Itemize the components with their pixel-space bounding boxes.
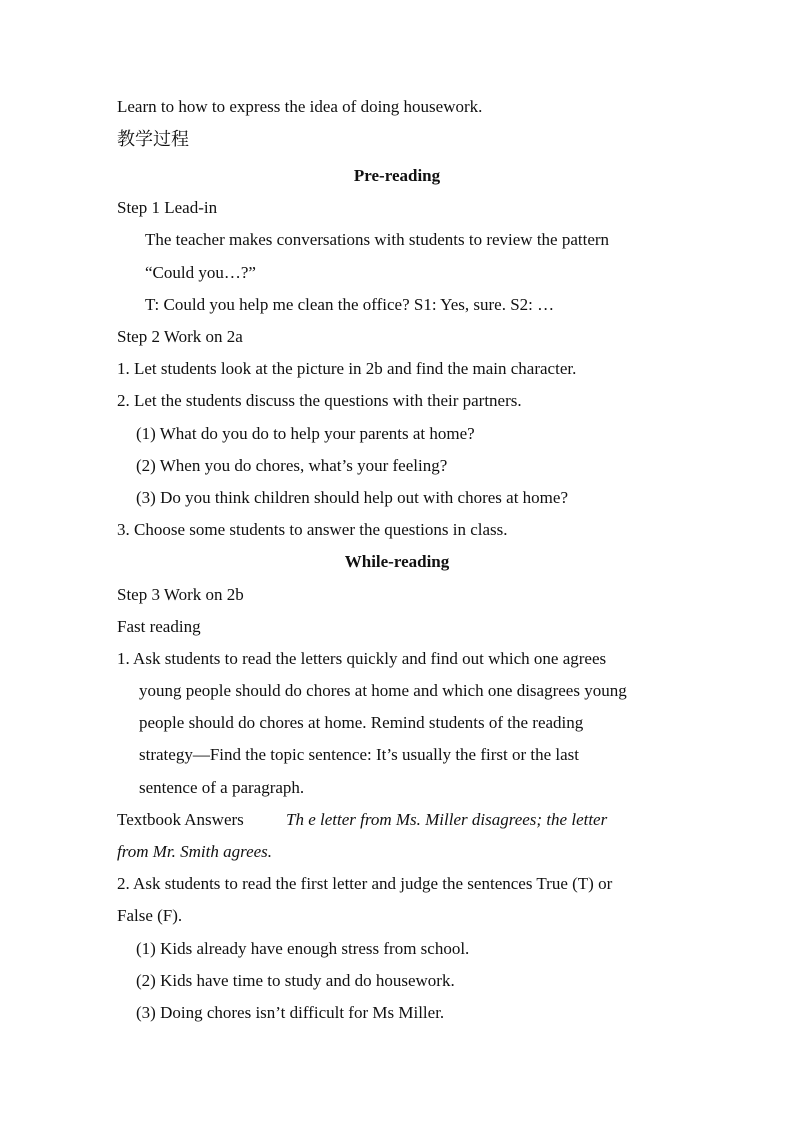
step2-item: 3. Choose some students to answer the questions in class. bbox=[117, 520, 508, 539]
pre-reading-heading: Pre-reading bbox=[353, 166, 441, 185]
textbook-answers-text: Th e letter from Ms. Miller disagrees; the letter bbox=[286, 810, 608, 829]
judge-sentence: (3) Doing chores isn’t difficult for Ms Miller. bbox=[136, 1003, 445, 1022]
step3-item-continuation: young people should do chores at home and which one disagrees young bbox=[139, 681, 627, 700]
discussion-question: (3) Do you think children should help out with chores at home? bbox=[136, 488, 568, 507]
step3-item-continuation: strategy—Find the topic sentence: It’s usually the first or the last bbox=[139, 745, 580, 764]
process-heading: 教学过程 bbox=[117, 129, 189, 150]
discussion-question: (1) What do you do to help your parents at home? bbox=[136, 424, 475, 443]
discussion-question: (2) When you do chores, what’s your feeling? bbox=[136, 456, 448, 475]
while-reading-heading: While-reading bbox=[344, 552, 450, 571]
step3-item-continuation: sentence of a paragraph. bbox=[139, 778, 305, 797]
step2-item: 2. Let the students discuss the questions with their partners. bbox=[117, 391, 522, 410]
step2-item: 1. Let students look at the picture in 2b and find the main character. bbox=[117, 359, 577, 378]
objective-text: Learn to how to express the idea of doing housework. bbox=[117, 97, 483, 116]
step3-title: Step 3 Work on 2b bbox=[117, 585, 244, 604]
step3-item: 2. Ask students to read the first letter and judge the sentences True (T) or bbox=[117, 874, 613, 893]
textbook-answers-label: Textbook Answers bbox=[117, 810, 244, 829]
judge-sentence: (1) Kids already have enough stress from school. bbox=[136, 939, 470, 958]
step1-line: “Could you…?” bbox=[145, 263, 256, 282]
step1-line: The teacher makes conversations with students to review the pattern bbox=[145, 230, 610, 249]
textbook-answers-text: from Mr. Smith agrees. bbox=[117, 842, 273, 861]
step3-item-continuation: False (F). bbox=[117, 906, 183, 925]
step2-title: Step 2 Work on 2a bbox=[117, 327, 243, 346]
step3-item-continuation: people should do chores at home. Remind students of the reading bbox=[139, 713, 584, 732]
step3-item: 1. Ask students to read the letters quickly and find out which one agrees bbox=[117, 649, 607, 668]
step1-title: Step 1 Lead-in bbox=[117, 198, 218, 217]
judge-sentence: (2) Kids have time to study and do housework. bbox=[136, 971, 455, 990]
step1-line: T: Could you help me clean the office? S1: Yes, sure. S2: … bbox=[145, 295, 555, 314]
fast-reading-label: Fast reading bbox=[117, 617, 201, 636]
